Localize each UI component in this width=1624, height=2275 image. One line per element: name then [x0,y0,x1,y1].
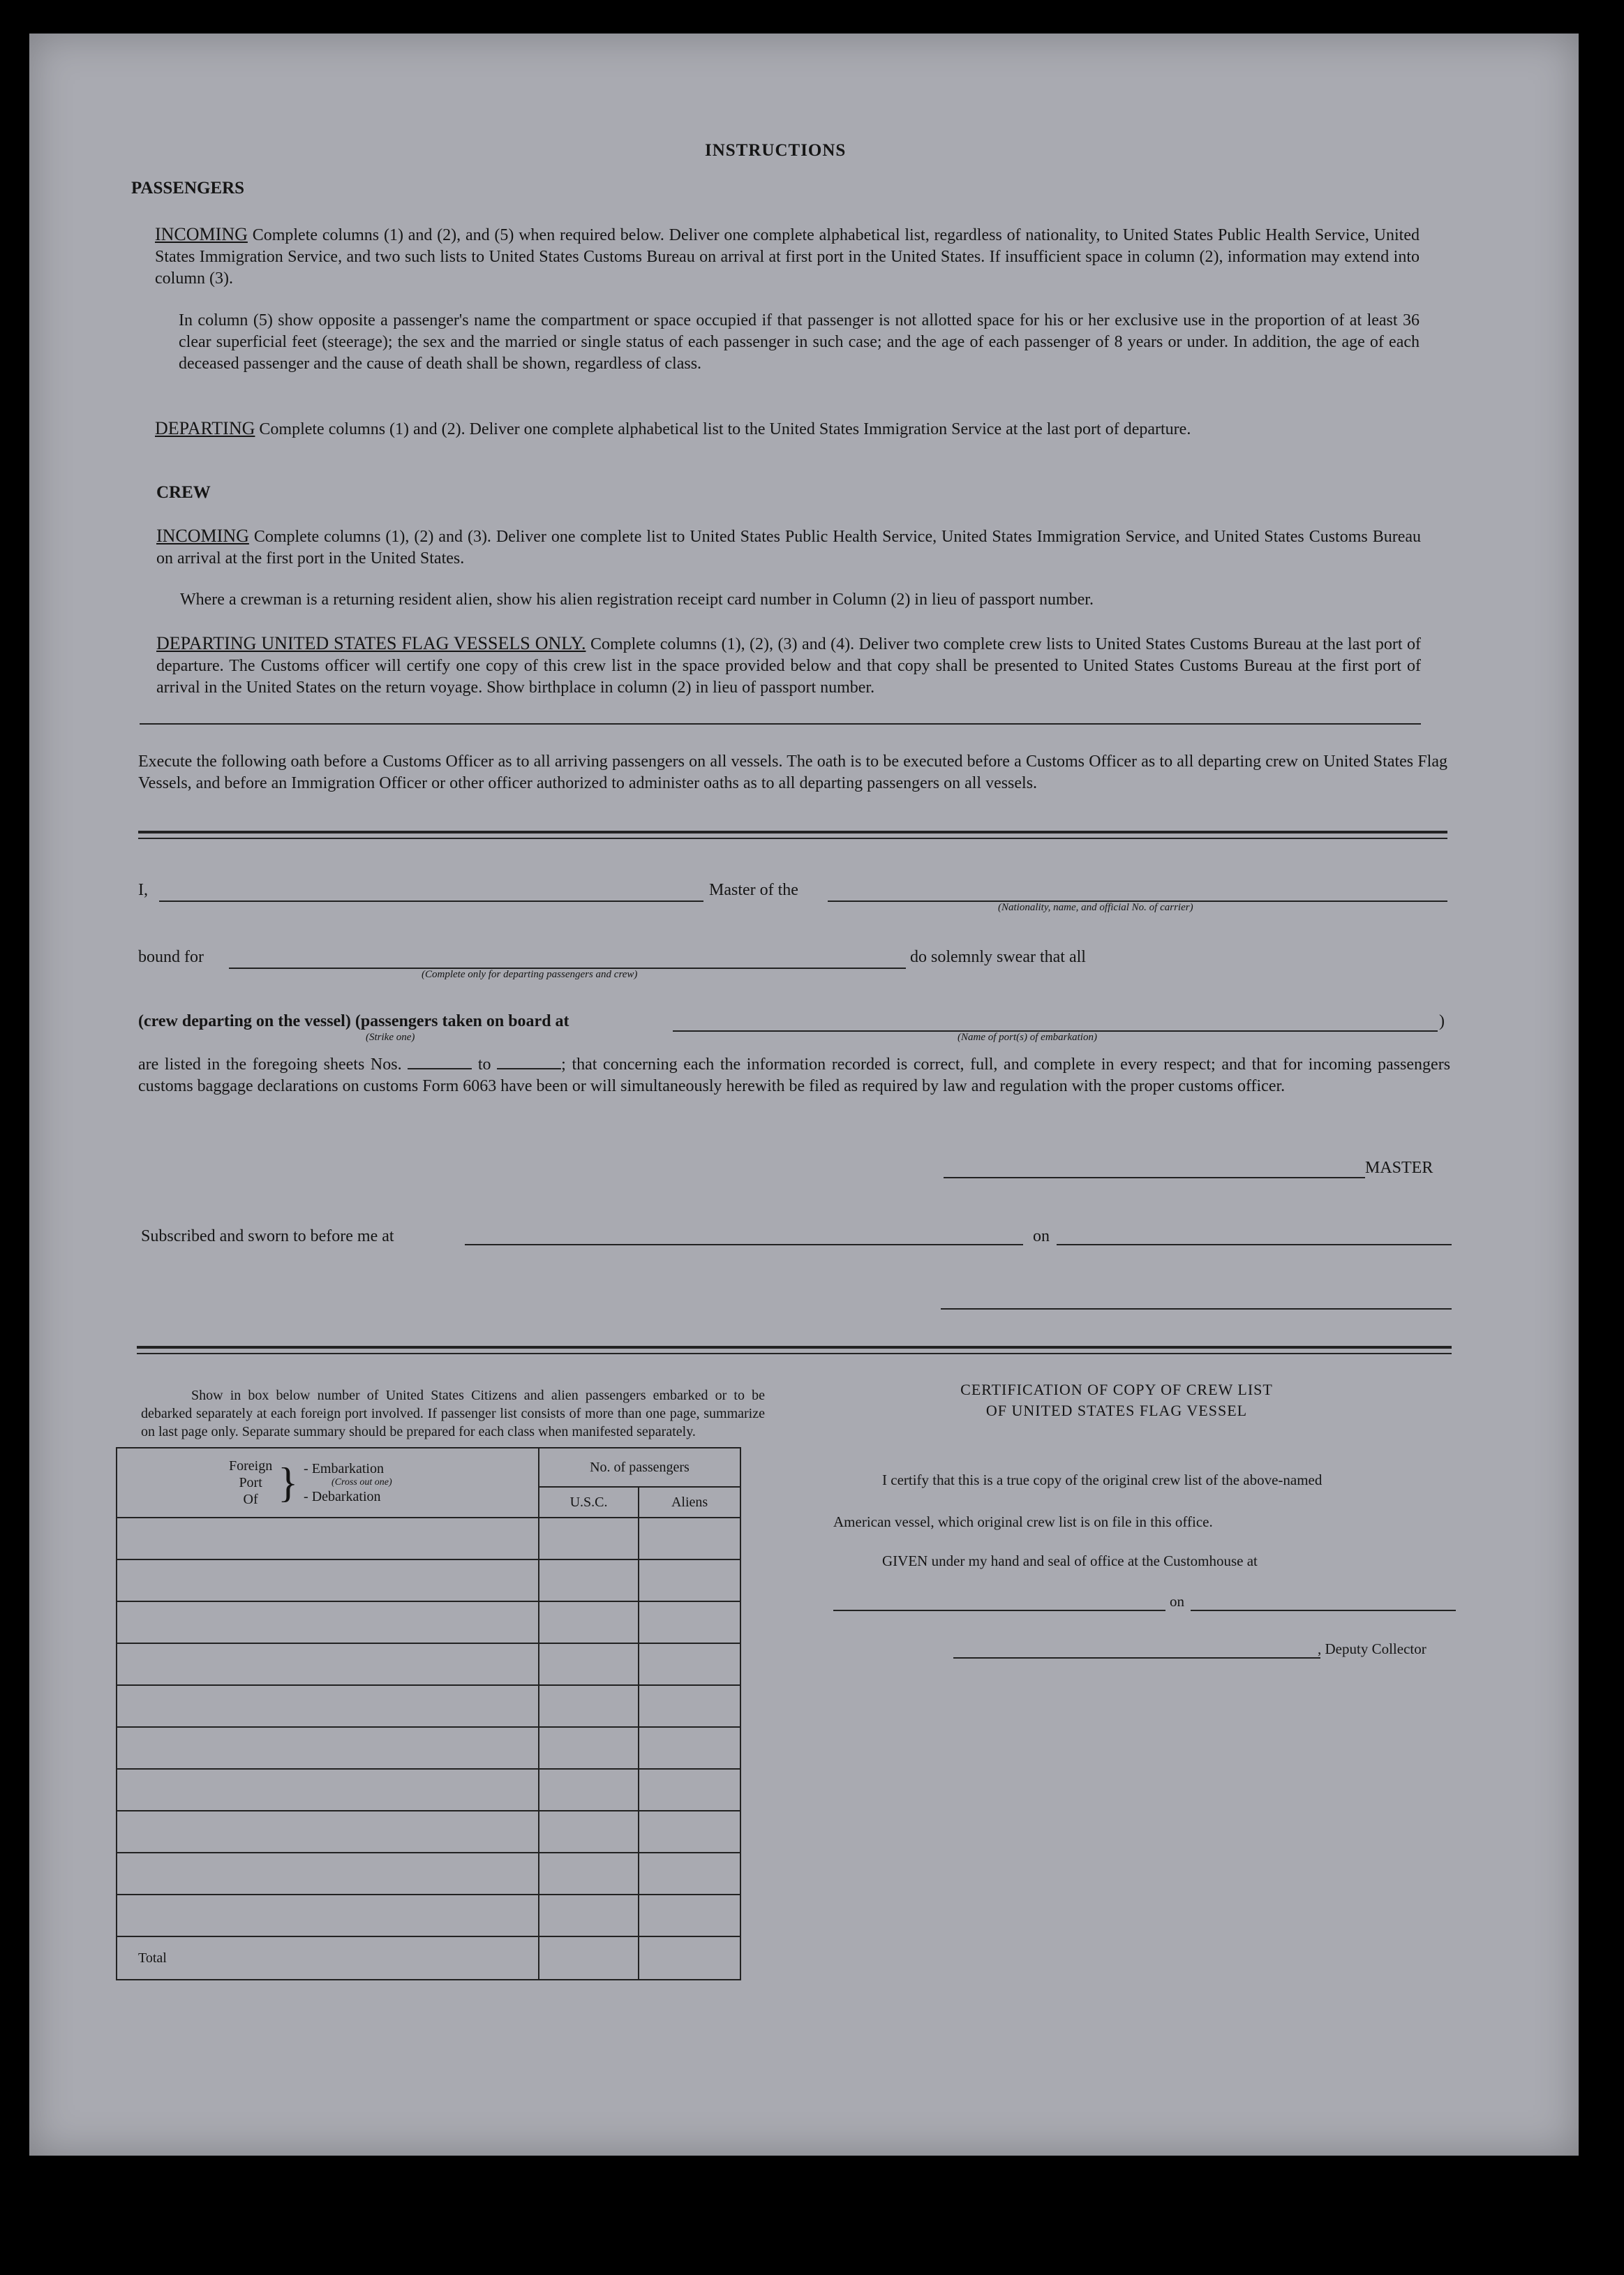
certification-title-1: CERTIFICATION OF COPY OF CREW LIST [960,1381,1273,1398]
port-cell[interactable] [117,1685,539,1727]
passengers-incoming-text: Complete columns (1) and (2), and (5) when required below. Deliver one complete alphabetical list, regardless of nationality, to United States Public Health Service, United States Immigration Service, and two such lists to United States Customs Bureau on arrival at first port in the United States. If insufficient space in column (2), information may extend into column (3). [155,226,1420,288]
table-row [117,1727,740,1769]
usc-cell[interactable] [539,1895,639,1936]
usc-cell[interactable] [539,1601,639,1643]
aliens-cell[interactable] [639,1853,740,1895]
bound-for-label: bound for [138,948,204,966]
customhouse-field[interactable] [833,1610,1165,1611]
usc-cell[interactable] [539,1811,639,1853]
crew-departing-text: Complete columns (1), (2), (3) and (4). Deliver two complete crew lists to United States Customs Bureau at the last port of departure. The Customs officer will certify one copy of this crew list in the space provided below and that copy shall be presented to United States Customs Bureau at the first port of arrival in the United States on the return voyage. Show birthplace in column (2) in lieu of passport number. [156,635,1421,697]
master-signature-field[interactable] [944,1177,1365,1178]
deputy-collector-label: , Deputy Collector [1318,1640,1426,1657]
certify-line-1: I certify that this is a true copy of the original crew list of the above-named [882,1472,1323,1488]
oath-top-rule [138,831,1447,833]
master-of-label: Master of the [709,881,798,899]
foreign-port-label [229,1458,272,1508]
passengers-incoming-paragraph [155,223,1420,290]
usc-cell[interactable] [539,1853,639,1895]
master-name-field[interactable] [159,901,703,902]
bottom-section-rule [137,1346,1452,1349]
usc-cell[interactable] [539,1559,639,1601]
aliens-cell[interactable] [639,1769,740,1811]
embarkation-label[interactable]: - Embarkation [304,1461,384,1476]
deputy-signature-field[interactable] [953,1657,1320,1659]
sheet-from-field[interactable] [408,1068,472,1069]
table-row [117,1769,740,1811]
ports-header-cell [117,1448,539,1518]
port-cell[interactable] [117,1559,539,1601]
aliens-cell[interactable] [639,1601,740,1643]
oath-on-label: on [1033,1227,1050,1245]
port-cell[interactable] [117,1853,539,1895]
table-row [117,1518,740,1559]
box-instructions: Show in box below number of United States Citizens and alien passengers embarked or to be debarked separately at each foreign port involved. If passenger list consists of more than one page, summarize on last page only. Separate summary should be prepared for each class when manifested separately. [141,1388,765,1439]
aliens-cell[interactable] [639,1685,740,1727]
table-row [117,1811,740,1853]
crew-departing-paragraph [156,632,1421,699]
total-label: Total [117,1936,539,1980]
passengers-heading: PASSENGERS [131,179,245,198]
swear-label: do solemnly swear that all [910,948,1086,966]
oath-top-rule-2 [138,838,1447,839]
listed-text-2: ; that concerning each the information recorded is correct, full, and complete in every respect; and that for incoming passengers customs baggage declarations on customs Form 6063 have been or will simultaneously herewith be filed as required by law and regulation with the proper customs officer. [138,1055,1451,1095]
aliens-header: Aliens [639,1487,740,1518]
usc-cell[interactable] [539,1685,639,1727]
table-row [117,1895,740,1936]
close-paren: ) [1439,1012,1445,1030]
usc-cell[interactable] [539,1769,639,1811]
carrier-note: (Nationality, name, and official No. of carrier) [998,902,1193,913]
crew-incoming-label: INCOMING [156,526,249,546]
aliens-cell[interactable] [639,1559,740,1601]
table-row [117,1685,740,1727]
total-row [117,1936,740,1980]
port-cell[interactable] [117,1727,539,1769]
port-cell[interactable] [117,1601,539,1643]
listed-to-label: to [477,1055,491,1074]
aliens-cell[interactable] [639,1518,740,1559]
table-row [117,1643,740,1685]
aliens-cell[interactable] [639,1895,740,1936]
debarkation-label[interactable]: - Debarkation [304,1489,381,1504]
crew-departing-label-oath: (crew departing on the vessel) (passengers taken on board at [138,1012,569,1030]
aliens-cell[interactable] [639,1811,740,1853]
crew-heading: CREW [156,483,211,502]
certification-on-label: on [1170,1593,1184,1610]
table-row [117,1853,740,1895]
certification-title [803,1379,1431,1421]
table-row [117,1601,740,1643]
certification-date-field[interactable] [1191,1610,1456,1611]
certification-title-2: OF UNITED STATES FLAG VESSEL [985,1402,1248,1419]
passengers-departing-text: Complete columns (1) and (2). Deliver one complete alphabetical list to the United States Immigration Service at the last port of departure. [259,420,1191,438]
bound-note: (Complete only for departing passengers and crew) [422,969,638,980]
crew-departing-label: DEPARTING UNITED STATES FLAG VESSELS ONLY. [156,633,586,653]
bottom-section-rule-2 [137,1353,1452,1354]
total-usc-cell[interactable] [539,1936,639,1980]
page-title: INSTRUCTIONS [705,141,847,160]
foreign-label: Foreign [229,1458,273,1474]
port-cell[interactable] [117,1769,539,1811]
cross-out-note: (Cross out one) [331,1477,392,1488]
ports-table [116,1447,741,1980]
port-cell[interactable] [117,1643,539,1685]
strike-one-note: (Strike one) [366,1032,415,1043]
brace-glyph: } [278,1460,299,1506]
no-passengers-header: No. of passengers [539,1448,740,1487]
port-cell[interactable] [117,1811,539,1853]
listed-paragraph [138,1054,1450,1097]
total-aliens-cell[interactable] [639,1936,740,1980]
aliens-cell[interactable] [639,1727,740,1769]
passengers-departing-label: DEPARTING [155,418,255,438]
port-cell[interactable] [117,1518,539,1559]
port-label: Port [239,1475,262,1490]
officer-signature-field[interactable] [941,1308,1452,1310]
oath-intro: Execute the following oath before a Customs Officer as to all arriving passengers on all vessels. The oath is to be executed before a Customs Officer as to all departing crew on United States Flag Vessels, and before an Immigration Officer or other officer authorized to administer oaths as to all departing passengers on all vessels. [138,753,1447,792]
of-label: Of [243,1492,258,1507]
crew-incoming-paragraph [156,525,1421,570]
table-row [117,1559,740,1601]
listed-text-1: are listed in the foregoing sheets Nos. [138,1055,402,1074]
master-label: MASTER [1365,1159,1433,1177]
certify-line-2: American vessel, which original crew list is on file in this office. [833,1513,1213,1530]
usc-header: U.S.C. [539,1487,639,1518]
sheet-to-field[interactable] [497,1068,561,1069]
subscribed-place-field[interactable] [465,1244,1023,1245]
oath-i-label: I, [138,881,148,899]
passengers-departing-paragraph [155,417,1420,440]
subscribed-date-field[interactable] [1057,1244,1452,1245]
crew-resident-paragraph: Where a crewman is a returning resident alien, show his alien registration receipt card number in Column (2) in lieu of passport number. [180,591,1094,609]
usc-cell[interactable] [539,1727,639,1769]
port-cell[interactable] [117,1895,539,1936]
passengers-incoming-label: INCOMING [155,224,248,244]
crew-incoming-text: Complete columns (1), (2) and (3). Deliver one complete list to United States Public Health Service, United States Immigration Service, and United States Customs Bureau on arrival at the first port in the United States. [156,528,1421,568]
usc-cell[interactable] [539,1518,639,1559]
subscribed-label: Subscribed and sworn to before me at [141,1227,394,1245]
column5-paragraph: In column (5) show opposite a passenger's name the compartment or space occupied if that passenger is not allotted space for his or her exclusive use in the proportion of at least 36 clear superficial feet (steerage); the sex and the married or single status of each passenger in such case; and the age of each passenger of 8 years or under. In addition, the age of each deceased passenger and the cause of death shall be shown, regardless of class. [179,311,1420,373]
usc-cell[interactable] [539,1643,639,1685]
aliens-cell[interactable] [639,1643,740,1685]
given-line: GIVEN under my hand and seal of office at the Customhouse at [882,1553,1258,1569]
section-divider [140,723,1421,725]
port-note: (Name of port(s) of embarkation) [958,1032,1097,1043]
